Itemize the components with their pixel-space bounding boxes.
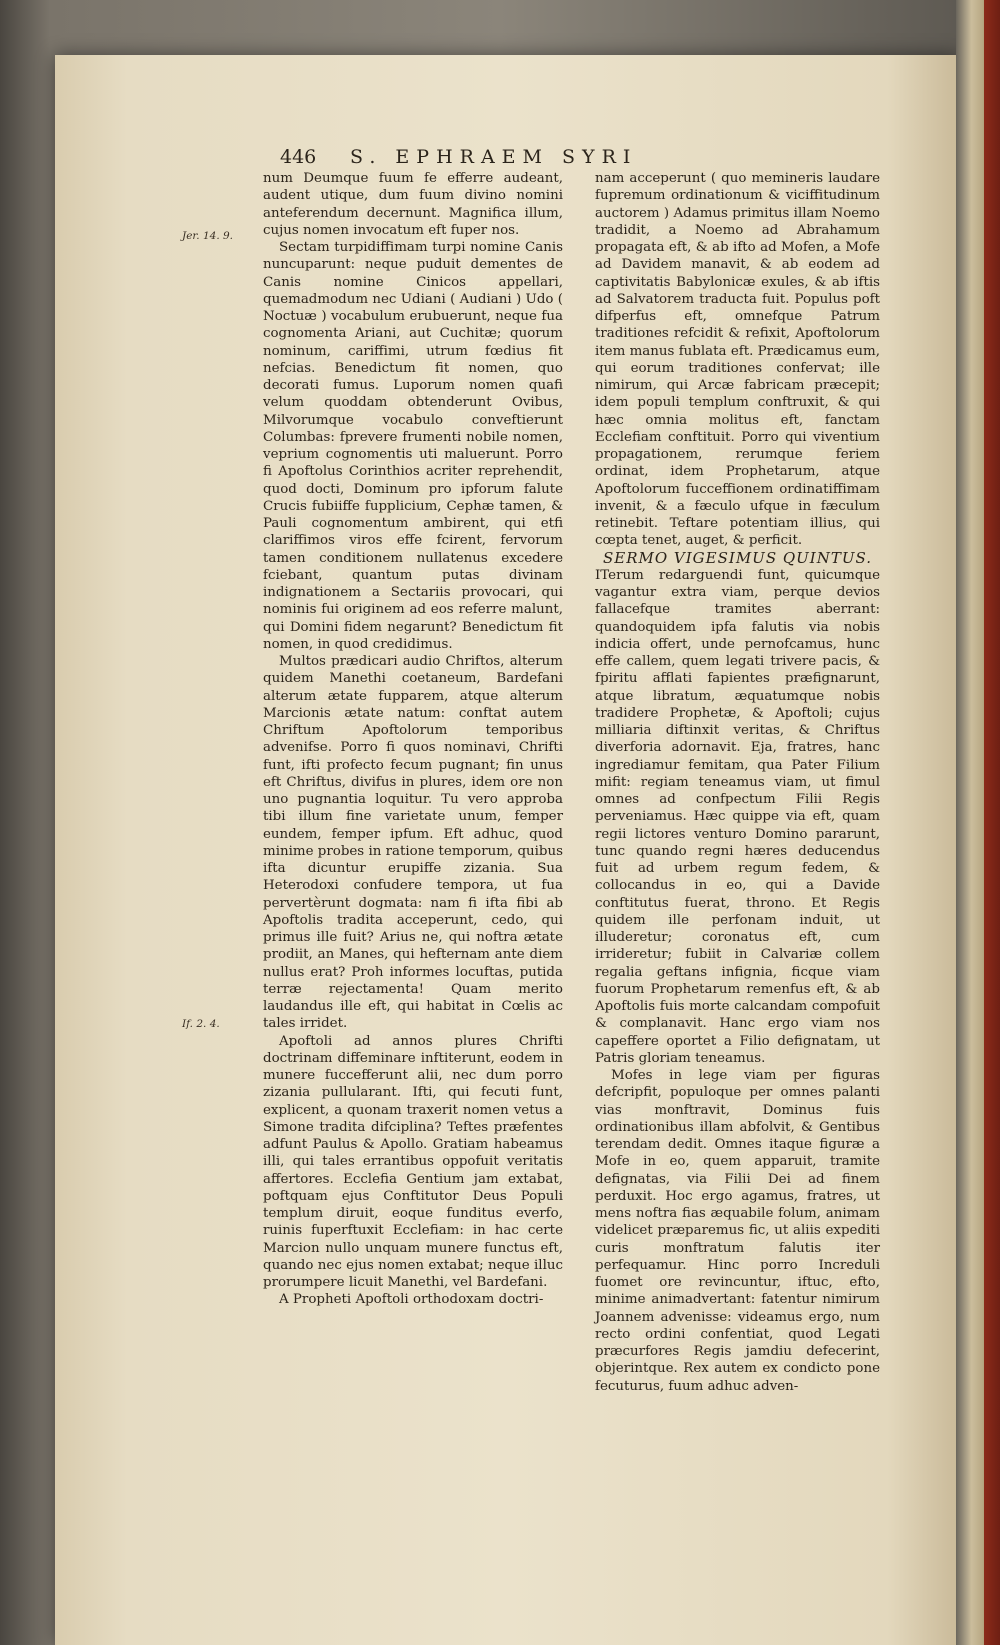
paragraph: Sectam turpidiffimam turpi nomine Canis nuncuparunt: neque puduit dementes de Canis nomine Cinicos appellari, quemadmodum nec Udiani ( Audiani ) Udo ( Noctuæ ) vocabulum erubuerunt, neque fua cognomenta Ariani, aut Cuchitæ; quorum nominum, cariffimi, utrum fœdius fit nefcias. Benedictum fit nomen, quo decorati fumus. Luporum nomen quafi velum quoddam obtenderunt Ovibus, Milvorumque vocabulo conveftierunt Columbas: fprevere frumenti nobile nomen, veprium cognomentis uti maluerunt. Porro fi Apoftolus Corinthios acriter reprehendit, quod docti, Dominum pro ipforum falute Crucis fubiiffe fupplicium, Cephæ tamen, & Pauli cognomentum ambirent, qui etfi clariffimos viros effe fcirent, fervorum tamen conditionem nullatenus excedere fciebant, quantum putas divinam indignationem a Sectariis provocari, qui nominis fui originem ad eos referre malunt, qui Domini fidem negarunt? Benedictum fit nomen, in quod credidimus. bbox=[263, 240, 563, 652]
paragraph: ITerum redarguendi funt, quicumque vagantur extra viam, perque devios fallacefque tramites aberrant: quandoquidem ipfa falutis via nobis indicia offert, unde pernofcamus, hunc effe callem, quem legati trivere pacis, & fpiritu afflati fapientes præfignarunt, atque libratum, æquatumque nobis tradidere Prophetæ, & Apoftoli; cujus milliaria diftinxit veritas, & Chriftus diverforia adornavit. Eja, fratres, hanc ingrediamur femitam, qua Pater Filium mifit: regiam teneamus viam, ut fimul omnes ad confpectum Filii Regis perveniamus. Hæc quippe via eft, quam regii lictores venturo Domino pararunt, tunc quando regni hæres deducendus fuit ad urbem regum fedem, & collocandus in eo, qui a Davide conftitutus fuerat, throno. Et Regis quidem ille perfonam induit, ut illuderetur; coronatus eft, cum irrideretur; fubiit in Calvariæ collem regalia geftans infignia, ficque viam fuorum Prophetarum remenfus eft, & ab Apoftolis fuis morte calcandam compofuit & complanavit. Hanc ergo viam nos capeffere oportet a Filio defignatam, ut Patris gloriam teneamus. bbox=[595, 567, 880, 1066]
margin-note: Jer. 14. 9. bbox=[182, 230, 234, 242]
running-title: S. EPHRAEM SYRI bbox=[350, 146, 638, 168]
paragraph: Multos prædicari audio Chriftos, alterum quidem Manethi coetaneum, Bardefani alterum ætate fupparem, atque alterum Marcionis ætate natum: conftat autem Chriftum Apoftolorum temporibus advenifse. Porro fi quos nominavi, Chrifti funt, ifti profecto fecum pugnant; fin unus eft Chriftus, divifus in plures, idem ore non uno pugnantia loquitur. Tu vero approba tibi illum fine varietate unum, femper eundem, femper ipfum. Eft adhuc, quod minime probes in ratione temporum, quibus ifta dicuntur erupiffe zizania. Sua Heterodoxi confudere tempora, ut fua pervertèrunt dogmata: nam fi ifta fibi ab Apoftolis tradita acceperunt, cedo, qui primus ille fuit? Arius ne, qui noftra ætate prodiit, an Manes, qui hefternam ante diem nullus erat? Proh informes locuftas, putida terræ rejectamenta! Quam merito laudandus ille eft, qui habitat in Cœlis ac tales irridet. bbox=[263, 654, 563, 1032]
right-column bbox=[595, 170, 880, 1395]
paragraph: Apoftoli ad annos plures Chrifti doctrinam diffeminare inftiterunt, eodem in munere fuccefferunt alii, nec dum porro zizania pullularant. Ifti, qui fecuti funt, explicent, a quonam traxerit nomen vetus a Simone tradita difciplina? Teftes præfentes adfunt Paulus & Apollo. Gratiam habeamus illi, qui tales errantibus oppofuit veritatis affertores. Ecclefia Gentium jam extabat, poftquam ejus Conftitutor Deus Populi templum diruit, eoque funditus everfo, ruinis fuperftuxit Ecclefiam: in hac certe Marcion nullo unquam munere functus eft, quando nec ejus nomen extabat; neque illuc prorumpere licuit Manethi, vel Bardefani. bbox=[263, 1033, 563, 1290]
page-number: 446 bbox=[280, 146, 317, 168]
paragraph: nam acceperunt ( quo memineris laudare fupremum ordinationum & viciffitudinum auctorem ) Adamus primitus illam Noemo tradidit, a Noemo ad Abrahamum propagata eft, & ab ifto ad Mofen, a Mofe ad Davidem manavit, & ab eodem ad captivitatis Babylonicæ exules, & ab iftis ad Salvatorem traducta fuit. Populus poft difperfus eft, omnefque Patrum traditiones refcidit & refixit, Apoftolorum item manus fublata eft. Prædicamus eum, qui eorum traditiones confervat; ille nimirum, qui Arcæ fabricam præcepit; idem populi templum conftruxit, & qui hæc omnia molitus eft, fanctam Ecclefiam conftituit. Porro qui viventium propagationem, rerumque feriem ordinat, idem Prophetarum, atque Apoftolorum fucceffionem ordinatiffimam invenit, & a fæculo ufque in fæculum retinebit. Teftare potentiam illius, qui cœpta tenet, auget, & perficit. bbox=[595, 171, 880, 549]
book-cover-edge bbox=[984, 0, 1000, 1645]
paragraph: A Propheti Apoftoli orthodoxam doctri- bbox=[279, 1292, 544, 1308]
left-column bbox=[263, 170, 563, 1309]
margin-note: If. 2. 4. bbox=[182, 1018, 220, 1030]
sermon-heading: SERMO VIGESIMUS QUINTUS. bbox=[602, 548, 873, 567]
paragraph: num Deumque fuum fe efferre audeant, audent utique, dum fuum divino nomini anteferendum decernunt. Magnifica illum, cujus nomen invocatum eft fuper nos. bbox=[263, 171, 563, 238]
running-head bbox=[280, 146, 750, 172]
paragraph: Mofes in lege viam per figuras defcripfit, populoque per omnes palanti vias monftravit, Dominus fuis ordinationibus illam abfolvit, & Gentibus terendam dedit. Omnes itaque figuræ a Mofe in eo, quem apparuit, tramite defignatas, via Filii Dei ad finem perduxit. Hoc ergo agamus, fratres, ut mens noftra fias æquabile folum, animam videlicet præparemus fic, ut aliis expediti curis monftratum falutis iter perfequamur. Hinc porro Increduli fuomet ore revincuntur, iftuc, efto, minime animadvertant: fatentur nimirum Joannem advenisse: videamus ergo, num recto ordini confentiat, quod Legati præcurfores Regis jamdiu defecerint, objerintque. Rex autem ex condicto pone fecuturus, fuum adhuc adven- bbox=[595, 1068, 880, 1394]
